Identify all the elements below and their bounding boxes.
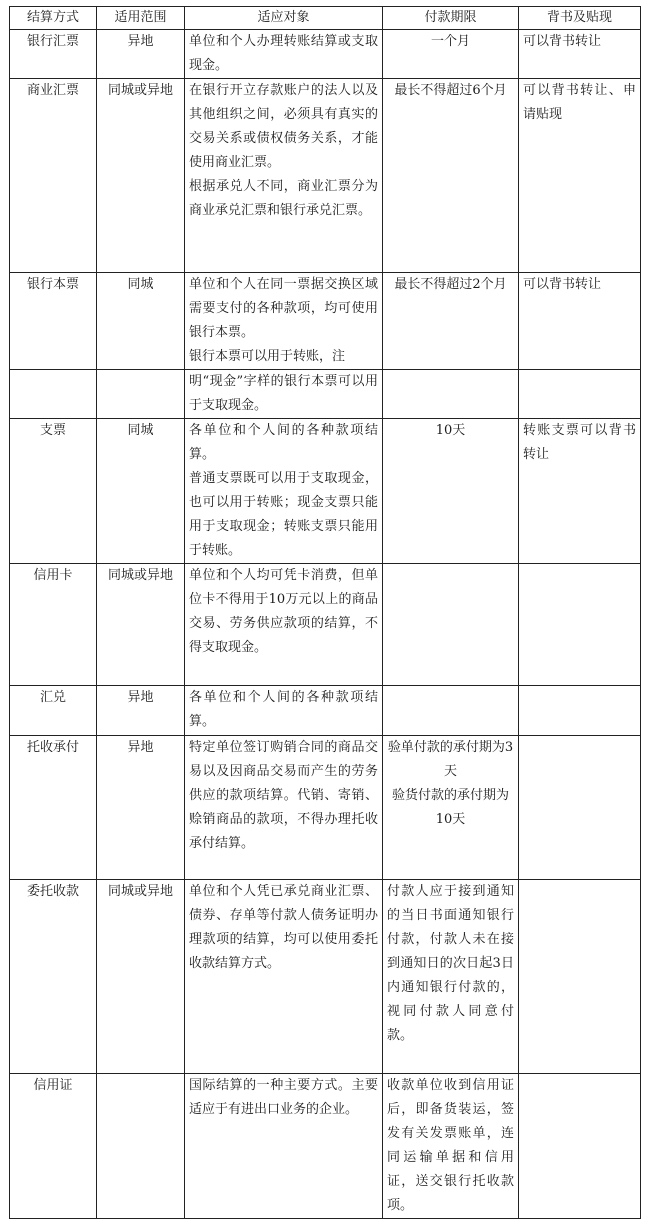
cell-method: 委托收款 (10, 880, 97, 1074)
cell-scope (97, 1074, 185, 1219)
cell-method: 托收承付 (10, 736, 97, 880)
table-row (10, 564, 641, 686)
cell-method: 商业汇票 (10, 79, 97, 273)
cell-endorse: 可以背书转让、申请贴现 (519, 79, 641, 273)
cell-term (383, 880, 519, 1074)
term-paragraph: 最长不得超过6个月 (394, 83, 507, 98)
objects-paragraph: 特定单位签订购销合同的商品交易以及因商品交易而产生的劳务供应的款项结算。代销、寄销、赊销商品的款项，不得办理托收承付结算。 (189, 740, 378, 851)
cell-method: 汇兑 (10, 686, 97, 736)
objects-paragraph: 根据承兑人不同，商业汇票分为商业承兑汇票和银行承兑汇票。 (189, 179, 378, 218)
cell-objects (185, 736, 383, 880)
objects-paragraph: 国际结算的一种主要方式。主要适应于有进出口业务的企业。 (189, 1078, 378, 1117)
term-paragraph: 验单付款的承付期为3天 (387, 740, 514, 779)
term-paragraph: 10天 (435, 423, 466, 438)
cell-objects (185, 419, 383, 564)
cell-scope (97, 370, 185, 419)
cell-objects (185, 1074, 383, 1219)
cell-scope: 异地 (97, 736, 185, 880)
cell-term (383, 79, 519, 273)
cell-endorse (519, 736, 641, 880)
objects-paragraph: 单位和个人办理转账结算或支取现金。 (189, 34, 378, 73)
table-row (10, 686, 641, 736)
table-row (10, 736, 641, 880)
cell-scope: 异地 (97, 30, 185, 79)
cell-endorse (519, 564, 641, 686)
cell-scope: 同城 (97, 273, 185, 370)
term-paragraph: 收款单位收到信用证后，即备货装运，签发有关发票账单，连同运输单据和信用证，送交银行托收款项。 (387, 1078, 514, 1213)
header-row (10, 7, 641, 30)
header-scope: 适用范围 (97, 7, 185, 30)
cell-method: 银行本票 (10, 273, 97, 370)
cell-method: 支票 (10, 419, 97, 564)
header-endorse: 背书及贴现 (519, 7, 641, 30)
cell-endorse (519, 1074, 641, 1219)
cell-term (383, 370, 519, 419)
cell-objects (185, 273, 383, 370)
cell-endorse (519, 686, 641, 736)
objects-paragraph: 单位和个人凭已承兑商业汇票、债券、存单等付款人债务证明办理款项的结算，均可以使用委托收款结算方式。 (189, 884, 378, 971)
cell-method: 银行汇票 (10, 30, 97, 79)
objects-paragraph: 普通支票既可以用于支取现金，也可以用于转账；现金支票只能用于支取现金；转账支票只能用于转账。 (189, 471, 378, 558)
cell-term (383, 273, 519, 370)
cell-endorse (519, 370, 641, 419)
table-row (10, 880, 641, 1074)
objects-paragraph: 单位和个人均可凭卡消费，但单位卡不得用于10万元以上的商品交易、劳务供应款项的结算，不得支取现金。 (189, 568, 378, 655)
cell-objects (185, 880, 383, 1074)
cell-objects (185, 564, 383, 686)
cell-objects (185, 686, 383, 736)
objects-paragraph: 各单位和个人间的各种款项结算。 (189, 423, 378, 462)
cell-endorse (519, 880, 641, 1074)
objects-paragraph: 银行本票可以用于转账，注 (189, 349, 346, 364)
cell-term (383, 686, 519, 736)
cell-term (383, 1074, 519, 1219)
table-row (10, 419, 641, 564)
header-method: 结算方式 (10, 7, 97, 30)
settlement-methods-table (9, 6, 641, 1219)
term-paragraph: 验货付款的承付期为10天 (391, 788, 509, 827)
cell-method: 信用证 (10, 1074, 97, 1219)
cell-scope: 同城或异地 (97, 79, 185, 273)
objects-paragraph: 明“现金”字样的银行本票可以用于支取现金。 (189, 374, 378, 413)
table-row (10, 79, 641, 273)
cell-term (383, 30, 519, 79)
cell-scope: 同城或异地 (97, 880, 185, 1074)
table-row (10, 1074, 641, 1219)
cell-objects (185, 370, 383, 419)
cell-objects (185, 30, 383, 79)
cell-scope: 异地 (97, 686, 185, 736)
cell-scope: 同城或异地 (97, 564, 185, 686)
objects-paragraph: 各单位和个人间的各种款项结算。 (189, 690, 378, 729)
cell-endorse: 可以背书转让 (519, 273, 641, 370)
table-row (10, 273, 641, 370)
cell-method (10, 370, 97, 419)
table-row (10, 370, 641, 419)
objects-paragraph: 在银行开立存款账户的法人以及其他组织之间，必须具有真实的交易关系或债权债务关系，才能使用商业汇票。 (189, 83, 378, 170)
cell-term (383, 419, 519, 564)
term-paragraph: 一个月 (430, 34, 470, 49)
header-objects: 适应对象 (185, 7, 383, 30)
cell-term (383, 564, 519, 686)
term-paragraph: 付款人应于接到通知的当日书面通知银行付款，付款人未在接到通知日的次日起3日内通知银行付款的，视同付款人同意付款。 (387, 884, 514, 1043)
header-term: 付款期限 (383, 7, 519, 30)
cell-endorse: 转账支票可以背书转让 (519, 419, 641, 564)
cell-objects (185, 79, 383, 273)
cell-method: 信用卡 (10, 564, 97, 686)
cell-endorse: 可以背书转让 (519, 30, 641, 79)
term-paragraph: 最长不得超过2个月 (394, 277, 507, 292)
objects-paragraph: 单位和个人在同一票据交换区域需要支付的各种款项，均可使用银行本票。 (189, 277, 378, 340)
table-row (10, 30, 641, 79)
cell-term (383, 736, 519, 880)
cell-scope: 同城 (97, 419, 185, 564)
